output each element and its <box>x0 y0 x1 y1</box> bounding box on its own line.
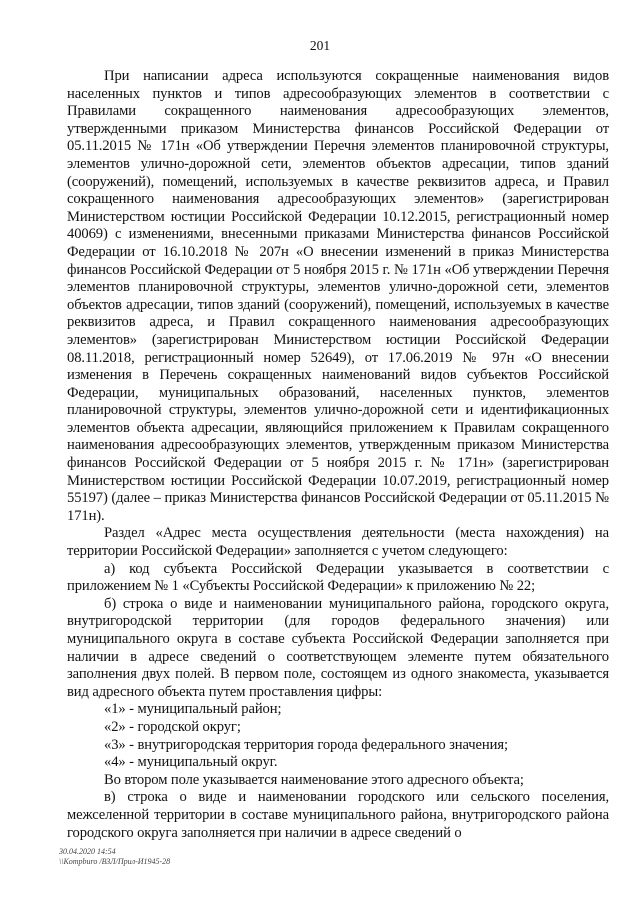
document-body <box>67 68 609 842</box>
paragraph-abbreviations: При написании адреса используются сокращенные наименования видов населенных пунктов и типов адресообразующих элементов в соответствии с Правилами сокращенного наименования адресообразующих элементов, утвержденными приказом Министерства финансов Российской Федерации от 05.11.2015 № 171н «Об утверждении Перечня элементов планировочной структуры, элементов улично-дорожной сети, элементов объектов адресации, типов зданий (сооружений), помещений, используемых в качестве реквизитов адреса, и Правил сокращенного наименования адресообразующих элементов» (зарегистрирован Министерством юстиции Российской Федерации 10.12.2015, регистрационный номер 40069) с изменениями, внесенными приказами Министерства финансов Российской Федерации от 16.10.2018 № 207н «О внесении изменений в приказ Министерства финансов Российской Федерации от 5 ноября 2015 г. № 171н «Об утверждении Перечня элементов планировочной структуры, элементов улично-дорожной сети, элементов объектов адресации, типов зданий (сооружений), помещений, используемых в качестве реквизитов адреса, и Правил сокращенного наименования адресообразующих элементов» (зарегистрирован Министерством юстиции Российской Федерации 08.11.2018, регистрационный номер 52649), от 17.06.2019 № 97н «О внесении изменения в Перечень сокращенных наименований видов субъектов Российской Федерации, муниципальных образований, населенных пунктов, элементов планировочной структуры, элементов улично-дорожной сети и идентификационных элементов объекта адресации, являющийся приложением к Правилам сокращенного наименования адресообразующих элементов, утвержденным приказом Министерства финансов Российской Федерации от 5 ноября 2015 г. № 171н» (зарегистрирован Министерством юстиции Российской Федерации 10.07.2019, регистрационный номер 55197) (далее – приказ Министерства финансов Российской Федерации от 05.11.2015 № 171н). <box>67 68 609 524</box>
document-footer <box>59 847 170 867</box>
list-item: «4» - муниципальный округ. <box>104 754 278 771</box>
paragraph-address-section: Раздел «Адрес места осуществления деятельности (места нахождения) на территории Российской Федерации» заполняется с учетом следующего: <box>67 525 609 560</box>
footer-file-path: \\Kompburo /ВЗЛ/Прил-И1945-28 <box>59 857 171 866</box>
list-item: «2» - городской округ; <box>104 718 241 735</box>
paragraph-item-b: б) строка о виде и наименовании муниципального района, городского округа, внутригородской территории (для городов федерального значения) или муниципального округа в составе субъекта Российской Федерации заполняется при наличии в адресе сведений о соответствующем элементе путем обязательного заполнения двух полей. В первом поле, состоящем из одного знакоместа, указывается вид адресного объекта путем проставления цифры: <box>67 595 609 700</box>
paragraph-item-v: в) строка о виде и наименовании городского или сельского поселения, межселенной территории в составе муниципального района, внутригородского района городского округа заполняется при наличии в адресе сведений о <box>67 789 609 841</box>
footer-timestamp: 30.04.2020 14:54 <box>59 847 116 856</box>
paragraph-second-field: Во втором поле указывается наименование этого адресного объекта; <box>104 771 524 788</box>
list-item: «1» - муниципальный район; <box>104 701 282 718</box>
paragraph-item-a: а) код субъекта Российской Федерации указывается в соответствии с приложением № 1 «Субъекты Российской Федерации» к приложению № 22; <box>67 560 609 595</box>
list-item: «3» - внутригородская территория города федерального значения; <box>104 736 508 753</box>
page-number: 201 <box>309 38 331 53</box>
